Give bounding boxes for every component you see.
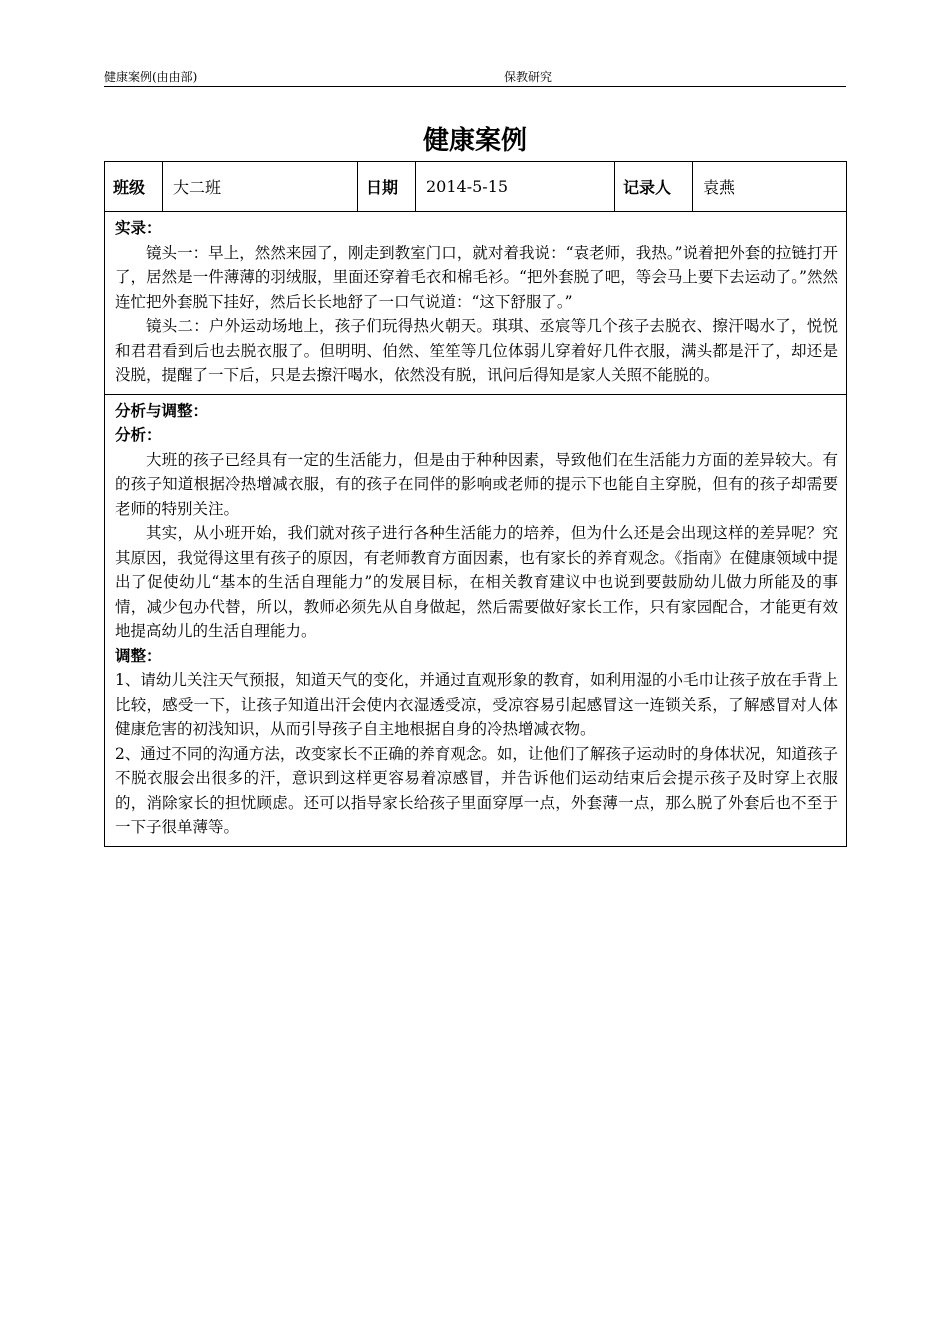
analysis-heading: 分析： [115,426,162,444]
header-left-text: 健康案例(由由部) [104,70,198,84]
meta-row [105,162,847,212]
adjust-heading: 调整： [115,646,162,665]
analysis-adjust-heading: 分析与调整： [115,401,209,420]
case-record-table [104,161,847,847]
date-label: 日期 [358,162,416,212]
analysis-paragraph: 大班的孩子已经具有一定的生活能力，但是由于种种因素，导致他们在生活能力方面的差异较大。有的孩子知道根据冷热增减衣服，有的孩子在同伴的影响或老师的提示下也能自主穿脱，但有的孩子却需要老师的特别关注。 [115,450,838,518]
adjust-item: 2、通过不同的沟通方法，改变家长不正确的养育观念。如，让他们了解孩子运动时的身体状况，知道孩子不脱衣服会出很多的汗，意识到这样更容易着凉感冒，并告诉他们运动结束后会提示孩子及时穿上衣服的，消除家长的担忧顾虑。还可以指导家长给孩子里面穿厚一点，外套薄一点，那么脱了外套后也不至于一下子很单薄等。 [115,744,838,836]
record-row [105,212,847,395]
class-label: 班级 [105,162,163,212]
adjust-item: 1、请幼儿关注天气预报，知道天气的变化，并通过直观形象的教育，如利用湿的小毛巾让孩子放在手背上比较，感受一下，让孩子知道出汗会使内衣湿透受凉，受凉容易引起感冒这一连锁关系，了解感冒对人体健康危害的初浅知识，从而引导孩子自主地根据自身的冷热增减衣物。 [115,671,838,738]
date-value: 2014-5-15 [416,162,615,212]
document-title: 健康案例 [422,126,527,156]
header-center-text: 保教研究 [504,70,553,84]
analysis-section [105,394,847,846]
analysis-row [105,394,847,846]
record-paragraph: 镜头二：户外运动场地上，孩子们玩得热火朝天。琪琪、丞宸等几个孩子去脱衣、擦汗喝水了，悦悦和君君看到后也去脱衣服了。但明明、伯然、笙笙等几位体弱儿穿着好几件衣服，满头都是汗了，却还是没脱，提醒了一下后，只是去擦汗喝水，依然没有脱，讯问后得知是家人关照不能脱的。 [115,317,838,384]
analysis-paragraph: 其实，从小班开始，我们就对孩子进行各种生活能力的培养，但为什么还是会出现这样的差异呢？究其原因，我觉得这里有孩子的原因，有老师教育方面因素，也有家长的养育观念。《指南》在健康领域中提出了促使幼儿“基本的生活自理能力”的发展目标，在相关教育建议中也说到要鼓励幼儿做力所能及的事情，减少包办代替，所以，教师必须先从自身做起，然后需要做好家长工作，只有家园配合，才能更有效地提高幼儿的生活自理能力。 [115,524,838,640]
record-paragraph: 镜头一：早上，然然来园了，刚走到教室门口，就对着我说：“袁老师，我热。”说着把外套的拉链打开了，居然是一件薄薄的羽绒服，里面还穿着毛衣和棉毛衫。“把外套脱了吧，等会马上要下去运动了。”然然连忙把外套脱下挂好，然后长长地舒了一口气说道：“这下舒服了。” [115,243,838,311]
record-heading: 实录： [115,219,162,237]
recorder-value: 袁燕 [693,162,847,212]
record-section [105,212,847,395]
class-value: 大二班 [163,162,358,212]
page-header [104,66,846,87]
recorder-label: 记录人 [615,162,693,212]
